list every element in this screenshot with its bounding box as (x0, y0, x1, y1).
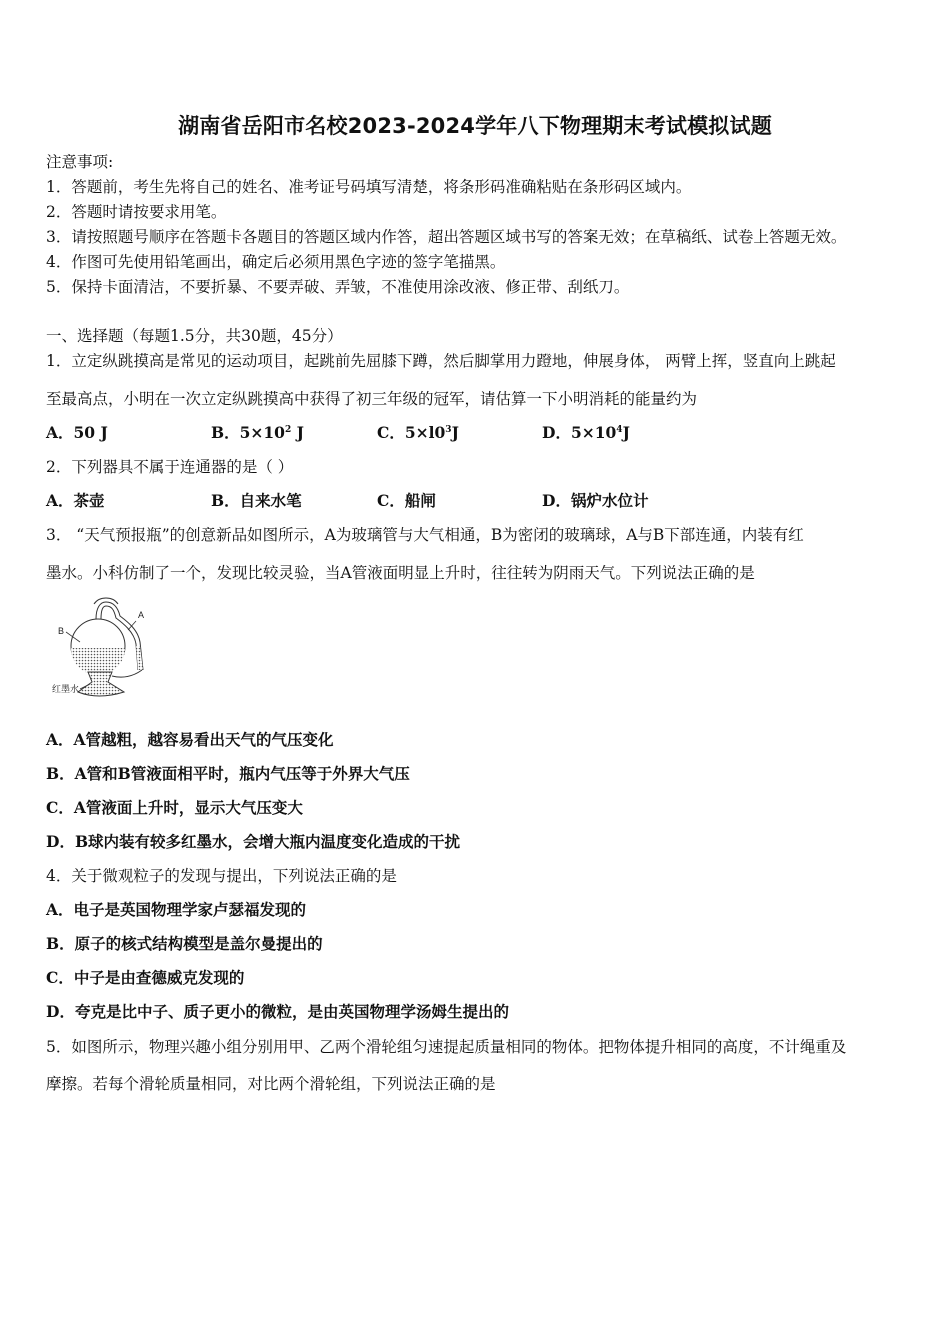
q1-option-b-base: B．5×10 (211, 423, 285, 442)
q4-option-b: B．原子的核式结构模型是盖尔曼提出的 (46, 934, 323, 953)
q3-option-b: B．A管和B管液面相平时，瓶内气压等于外界大气压 (46, 764, 410, 783)
q3-option-c: C．A管液面上升时，显示大气压变大 (46, 798, 303, 817)
q4-option-c: C．中子是由查德威克发现的 (46, 968, 245, 987)
q4-option-d: D．夸克是比中子、质子更小的微粒，是由英国物理学汤姆生提出的 (46, 1002, 509, 1021)
base-tube-connection (112, 670, 142, 677)
q3-option-d: D．B球内装有较多红墨水，会增大瓶内温度变化造成的干扰 (46, 832, 461, 851)
q1-option-a: A．50 J (46, 423, 108, 442)
q4-stem: 4．关于微观粒子的发现与提出，下列说法正确的是 (46, 867, 397, 885)
label-a-leader (128, 621, 136, 630)
q2-option-c: C．船闸 (377, 491, 436, 510)
notice-item-1: 1．答题前，考生先将自己的姓名、准考证号码填写清楚，将条形码准确粘贴在条形码区域内。 (46, 178, 692, 196)
q2-option-a: A．茶壶 (46, 491, 105, 510)
q1-option-b-unit: J (291, 423, 304, 442)
q1-option-d-base: D．5×10 (542, 423, 617, 442)
q1-option-b (211, 423, 304, 443)
q1-stem-line2: 至最高点，小明在一次立定纵跳摸高中获得了初三年级的冠军，请估算一下小明消耗的能量约为 (46, 390, 698, 408)
q1-option-c-unit: J (451, 423, 459, 442)
label-b: B (58, 626, 65, 636)
label-a: A (138, 610, 145, 620)
q5-stem-line1: 5．如图所示，物理兴趣小组分别用甲、乙两个滑轮组匀速提起质量相同的物体。把物体提升相同的高度，不计绳重及 (46, 1038, 847, 1056)
q2-option-d: D．锅炉水位计 (542, 491, 649, 510)
section-heading: 一、选择题（每题1.5分，共30题，45分） (46, 327, 343, 345)
q3-stem-line2: 墨水。小科仿制了一个，发现比较灵验，当A管液面明显上升时，往往转为阴雨天气。下列说法正确的是 (46, 564, 755, 582)
q1-stem-line1: 1．立定纵跳摸高是常见的运动项目，起跳前先屈膝下蹲，然后脚掌用力蹬地，伸展身体， 两臂上挥，竖直向上跳起 (46, 352, 836, 370)
notice-item-2: 2．答题时请按要求用笔。 (46, 203, 227, 221)
q4-option-a: A．电子是英国物理学家卢瑟福发现的 (46, 900, 307, 919)
weather-bottle-figure (48, 596, 158, 704)
q1-option-c-exponent: 3 (445, 425, 452, 435)
notice-item-3: 3．请按照题号顺序在答题卡各题目的答题区域内作答，超出答题区域书写的答案无效；在草稿纸、试卷上答题无效。 (46, 228, 847, 246)
q1-option-c (377, 423, 459, 443)
notice-item-4: 4．作图可先使用铅笔画出，确定后必须用黑色字迹的签字笔描黑。 (46, 253, 506, 271)
exam-title: 湖南省岳阳市名校2023-2024学年八下物理期末考试模拟试题 (178, 114, 772, 138)
q2-stem: 2．下列器具不属于连通器的是（ ） (46, 458, 294, 476)
label-red-ink: 红墨水 (52, 684, 80, 694)
q5-stem-line2: 摩擦。若每个滑轮质量相同，对比两个滑轮组，下列说法正确的是 (46, 1075, 496, 1093)
q3-stem-line1: 3． “天气预报瓶”的创意新品如图所示，A为玻璃管与大气相通，B为密闭的玻璃球，A与B下部连通，内装有红 (46, 526, 804, 544)
bottle-neck (94, 598, 118, 604)
notice-heading: 注意事项: (46, 153, 114, 171)
q3-option-a: A．A管越粗，越容易看出天气的气压变化 (46, 730, 334, 749)
q1-option-c-base: C．5×l0 (377, 423, 446, 442)
notice-item-5: 5．保持卡面清洁，不要折暴、不要弄破、弄皱，不准使用涂改液、修正带、刮纸刀。 (46, 278, 630, 296)
bottle-base (78, 672, 124, 696)
q2-option-b: B．自来水笔 (211, 491, 302, 510)
ball-ink-level (71, 648, 125, 675)
q1-option-d (542, 423, 630, 443)
q1-option-d-exponent: 4 (616, 425, 623, 435)
q1-option-b-exponent: 2 (284, 425, 292, 435)
q1-option-d-unit: J (622, 423, 630, 442)
